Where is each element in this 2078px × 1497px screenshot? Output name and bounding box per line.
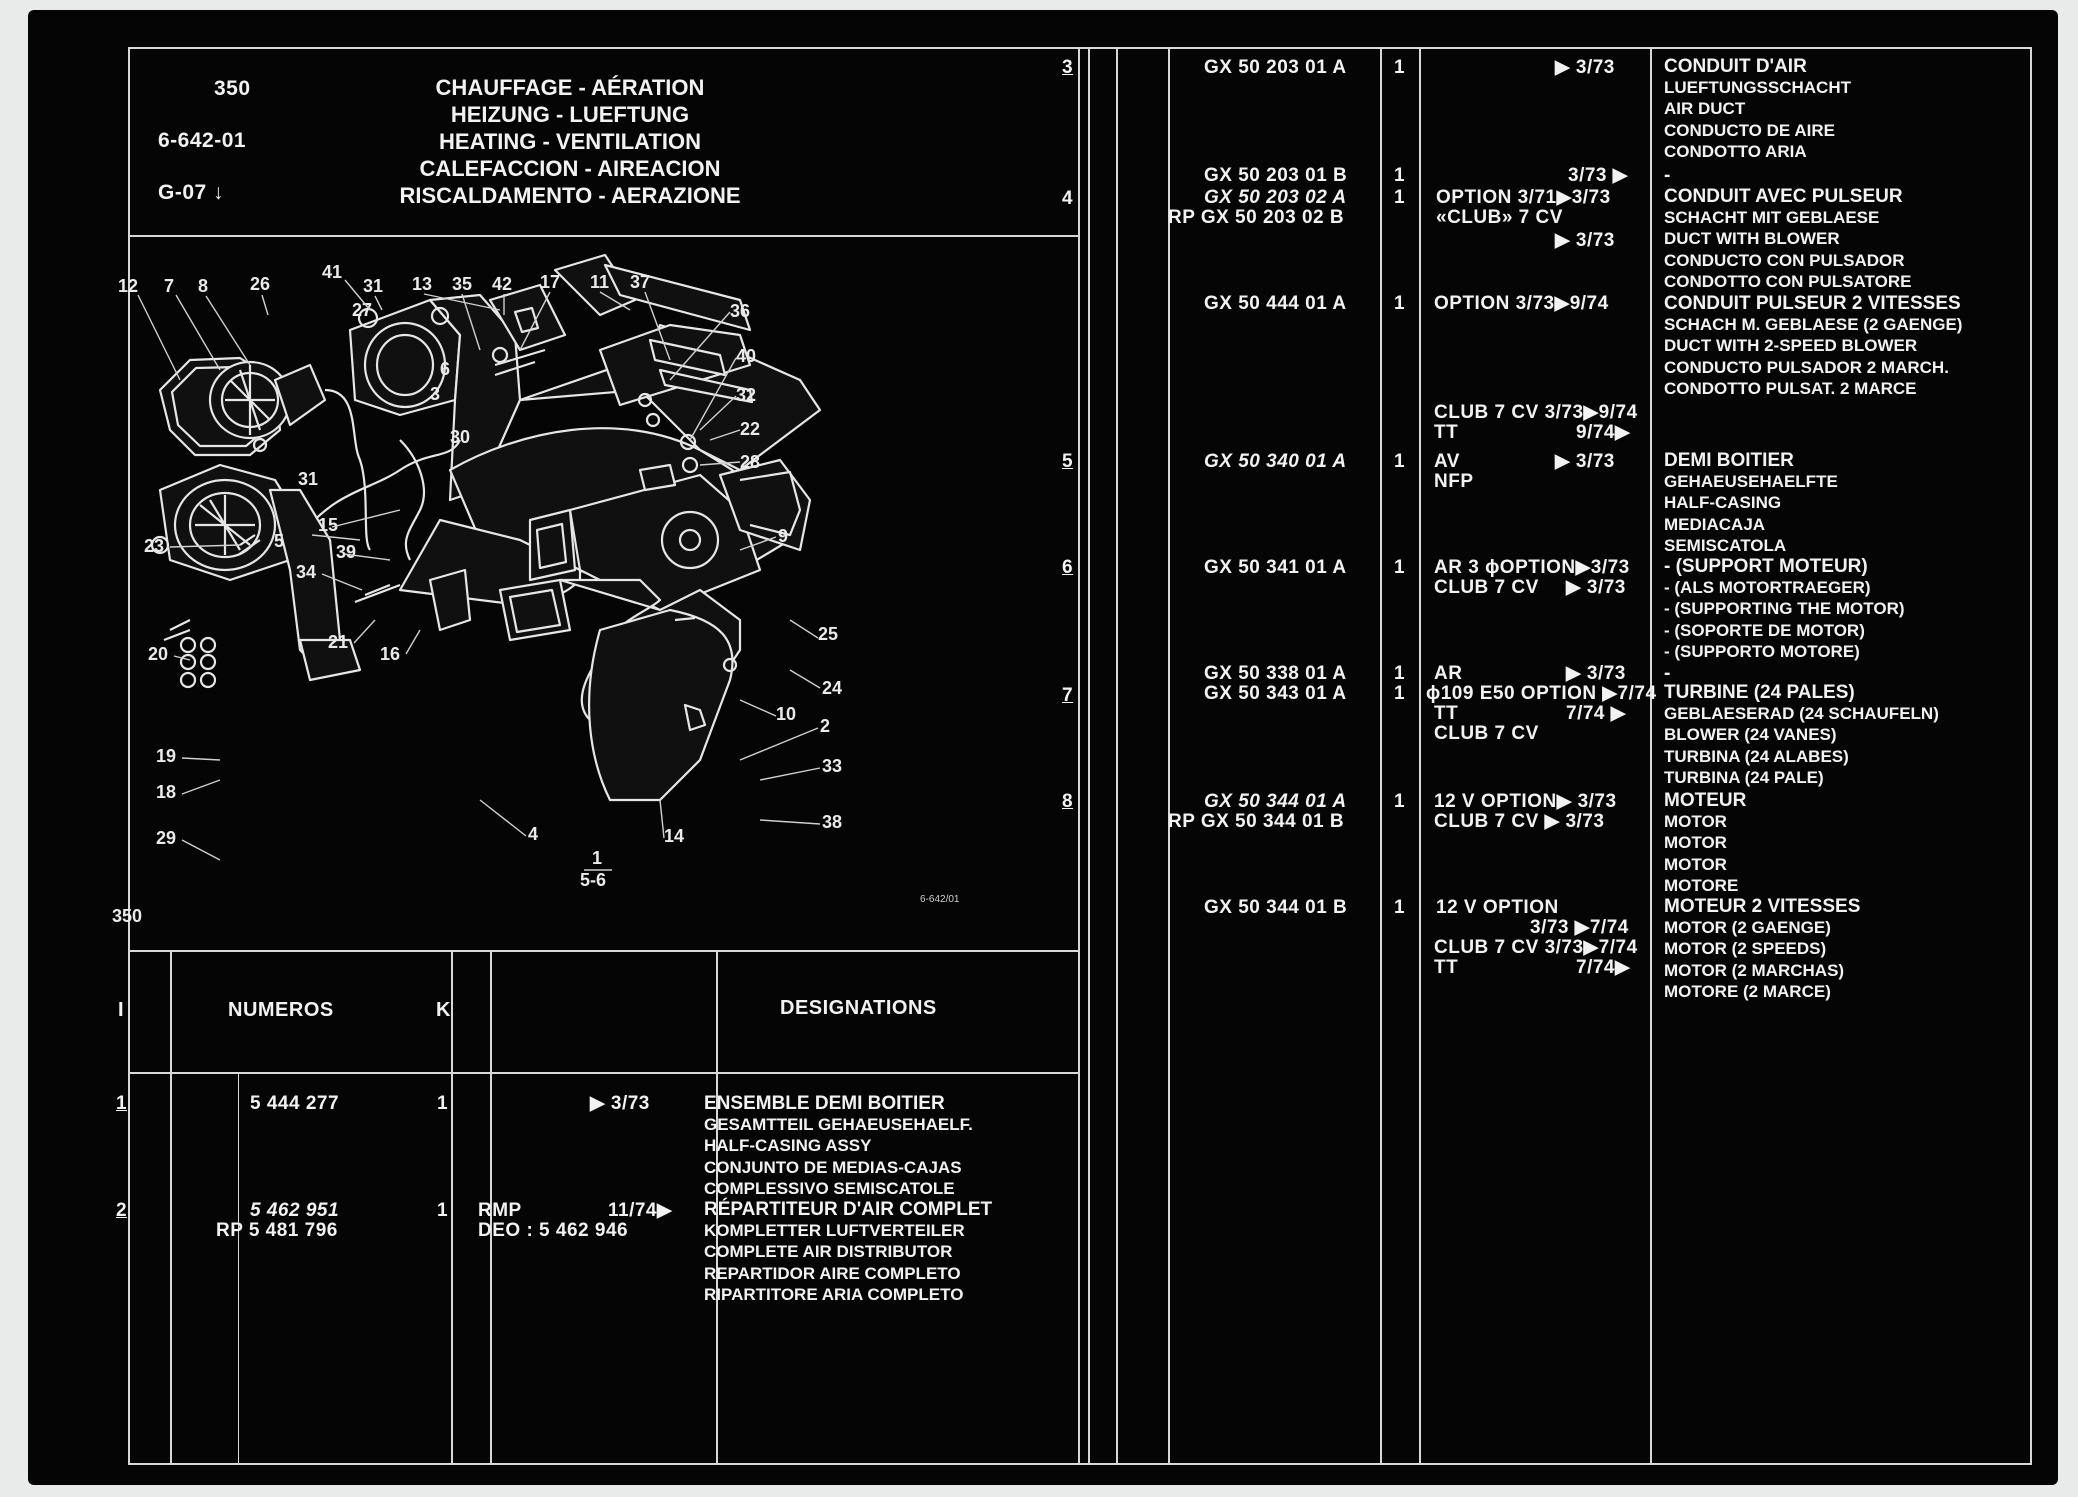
col-header-designations: DESIGNATIONS bbox=[780, 997, 937, 1019]
col-divider bbox=[1419, 47, 1421, 1465]
callout-17: 17 bbox=[540, 272, 561, 292]
callout-4: 4 bbox=[528, 824, 539, 844]
page-label: 350 bbox=[112, 906, 143, 926]
callout-14: 14 bbox=[664, 826, 685, 846]
col-divider bbox=[1116, 47, 1118, 1465]
callout-25: 25 bbox=[818, 624, 839, 644]
group-code: G-07 ↓ bbox=[158, 181, 225, 204]
callout-41: 41 bbox=[322, 262, 343, 282]
callout-10: 10 bbox=[776, 704, 797, 724]
callout-26: 26 bbox=[250, 274, 271, 294]
callout-21: 21 bbox=[328, 632, 349, 652]
callout-22: 22 bbox=[740, 419, 761, 439]
callout-16: 16 bbox=[380, 644, 401, 664]
col-divider bbox=[1088, 47, 1090, 1465]
col-divider bbox=[238, 1072, 239, 1465]
callout-30: 30 bbox=[450, 427, 471, 447]
col-divider bbox=[1650, 47, 1652, 1465]
callout-35: 35 bbox=[452, 274, 473, 294]
left-right-divider bbox=[1078, 47, 1080, 1465]
reference-code: 6-642-01 bbox=[158, 129, 247, 152]
fraction-under: 5-6 bbox=[580, 870, 607, 890]
callout-39: 39 bbox=[336, 542, 357, 562]
callout-27: 27 bbox=[352, 300, 373, 320]
callout-24: 24 bbox=[822, 678, 843, 698]
header-titles: CHAUFFAGE - AÉRATION HEIZUNG - LUEFTUNG HEATING - VENTILATION CALEFACCION - AIREACION RISCALDAMENTO - AERAZIONE bbox=[399, 75, 741, 208]
callout-18: 18 bbox=[156, 782, 177, 802]
callout-19: 19 bbox=[156, 746, 177, 766]
down-arrow-icon: ↓ bbox=[213, 181, 225, 204]
callout-29: 29 bbox=[156, 828, 177, 848]
callout-3: 3 bbox=[430, 384, 441, 404]
callout-5: 5 bbox=[274, 531, 285, 551]
callout-11: 11 bbox=[590, 272, 610, 292]
callout-20: 20 bbox=[148, 644, 169, 664]
callout-12: 12 bbox=[118, 276, 139, 296]
col-divider bbox=[170, 950, 172, 1465]
table-header-top bbox=[128, 950, 1080, 952]
callout-9: 9 bbox=[778, 526, 789, 546]
cable bbox=[400, 440, 424, 560]
callout-36: 36 bbox=[730, 301, 751, 321]
exploded-parts-diagram bbox=[100, 240, 1050, 930]
callout-15: 15 bbox=[318, 515, 339, 535]
fraction: 1 bbox=[592, 848, 603, 868]
col-divider bbox=[451, 950, 453, 1465]
header-divider bbox=[128, 235, 1080, 237]
col-header-qty: K bbox=[436, 999, 451, 1021]
callout-40: 40 bbox=[736, 346, 757, 366]
callout-31b: 31 bbox=[298, 469, 319, 489]
callout-33: 33 bbox=[822, 756, 843, 776]
callout-31: 31 bbox=[363, 276, 384, 296]
callout-2: 2 bbox=[820, 716, 831, 736]
callout-13: 13 bbox=[412, 274, 433, 294]
callout-8: 8 bbox=[198, 276, 209, 296]
col-header-numbers: NUMEROS bbox=[228, 999, 334, 1021]
callout-28: 28 bbox=[740, 452, 761, 472]
callout-38: 38 bbox=[822, 812, 843, 832]
col-divider bbox=[1168, 47, 1170, 1465]
callout-37: 37 bbox=[630, 272, 651, 292]
table-header-bottom bbox=[128, 1072, 1080, 1074]
col-header-index: I bbox=[118, 999, 125, 1021]
col-divider bbox=[1380, 47, 1382, 1465]
callout-42: 42 bbox=[492, 274, 513, 294]
callout-7: 7 bbox=[164, 276, 175, 296]
callout-23: 23 bbox=[144, 536, 165, 556]
callout-32: 32 bbox=[736, 385, 757, 405]
page-number: 350 bbox=[214, 77, 251, 100]
callout-34: 34 bbox=[296, 562, 317, 582]
plate-ref: 6-642/01 bbox=[920, 894, 960, 905]
callout-6: 6 bbox=[440, 359, 451, 379]
